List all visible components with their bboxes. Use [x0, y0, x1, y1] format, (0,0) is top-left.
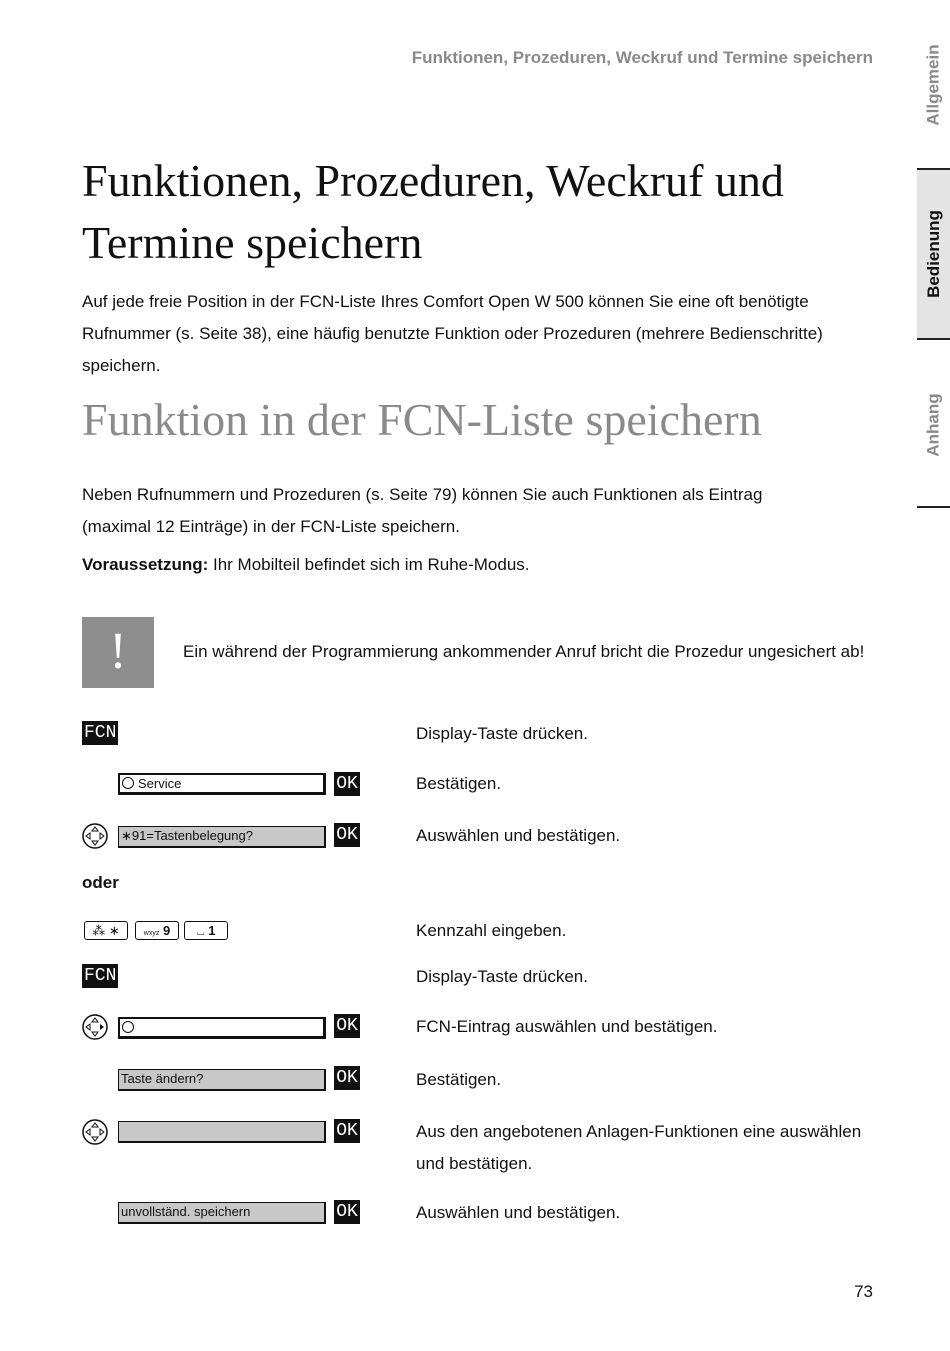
fcn-key[interactable]: FCN — [84, 966, 117, 986]
step-4-desc: Kennzahl eingeben. — [416, 921, 567, 940]
or-label: oder — [82, 873, 119, 892]
display-service-text: Service — [138, 776, 182, 791]
key-9-letters: wxyz — [143, 930, 160, 937]
star-key[interactable]: ⁂ ∗ — [84, 921, 128, 940]
tab-bedienung[interactable] — [917, 168, 950, 340]
step-1-desc: Display-Taste drücken. — [416, 724, 588, 743]
tab-allgemein[interactable] — [917, 30, 950, 140]
ok-key[interactable]: OK — [334, 1066, 360, 1090]
navigation-key-icon[interactable] — [82, 1119, 108, 1145]
intro-paragraph: Auf jede freie Position in der FCN-Liste Ihres Comfort Open W 500 können Sie eine oft benötigte Rufnummer (s. Seite 38), eine häufig benutzte Funktion oder Prozeduren (mehrere Bedienschritte) speichern. — [82, 292, 823, 375]
navigation-key-icon[interactable] — [82, 1014, 108, 1040]
key-9[interactable] — [135, 921, 179, 940]
step-7-desc: Bestätigen. — [416, 1070, 502, 1089]
tab-bedienung-label: Bedienung — [923, 210, 943, 298]
empty-circle-icon — [122, 1021, 134, 1033]
tab-anhang-label: Anhang — [923, 393, 943, 457]
empty-circle-icon — [122, 777, 134, 789]
fcn-key[interactable]: FCN — [84, 723, 117, 743]
display-service — [118, 773, 326, 795]
prerequisite — [82, 549, 862, 581]
key-1-digit: 1 — [208, 923, 216, 938]
page-title-line1: Funktionen, Prozeduren, Weckruf und — [82, 155, 784, 206]
prerequisite-label: Voraussetzung: — [82, 555, 209, 574]
step-6-desc: FCN-Eintrag auswählen und bestätigen. — [416, 1017, 718, 1036]
navigation-key-icon[interactable] — [82, 823, 108, 849]
display-function-list — [118, 1121, 326, 1143]
tab-anhang[interactable] — [917, 345, 950, 505]
display-unvollstaendig: unvollständ. speichern — [118, 1202, 326, 1224]
step-9-desc: Auswählen und bestätigen. — [416, 1203, 621, 1222]
key-1[interactable] — [184, 921, 228, 940]
step-5-desc: Display-Taste drücken. — [416, 967, 588, 986]
display-tastenbelegung: ∗91=Tastenbelegung? — [118, 826, 326, 848]
prerequisite-text: Ihr Mobilteil befindet sich im Ruhe-Modus. — [208, 555, 530, 574]
page-number: 73 — [854, 1282, 873, 1301]
warning-icon: ! — [82, 617, 154, 688]
step-2-desc: Bestätigen. — [416, 774, 502, 793]
tab-allgemein-label: Allgemein — [923, 44, 943, 126]
ok-key[interactable]: OK — [334, 772, 360, 796]
page-title-line2: Termine speichern — [82, 217, 423, 268]
ok-key[interactable]: OK — [334, 1014, 360, 1038]
ok-key[interactable]: OK — [334, 1200, 360, 1224]
section-paragraph: Neben Rufnummern und Prozeduren (s. Seite 79) können Sie auch Funktionen als Eintrag (maximal 12 Einträge) in der FCN-Liste speichern. — [82, 485, 763, 536]
ok-key[interactable]: OK — [334, 1119, 360, 1143]
section-title: Funktion in der FCN-Liste speichern — [82, 394, 762, 445]
tab-divider — [917, 506, 950, 508]
step-3-desc: Auswählen und bestätigen. — [416, 826, 621, 845]
running-header: Funktionen, Prozeduren, Weckruf und Termine speichern — [411, 48, 873, 67]
step-8-desc: Aus den angebotenen Anlagen-Funktionen eine auswählen und bestätigen. — [416, 1122, 862, 1173]
warning-text: Ein während der Programmierung ankommender Anruf bricht die Prozedur ungesichert ab! — [183, 642, 865, 661]
display-empty-entry — [118, 1017, 326, 1039]
display-taste-aendern: Taste ändern? — [118, 1069, 326, 1091]
key-9-digit: 9 — [162, 923, 171, 938]
voicemail-icon: ⌴ — [196, 927, 205, 938]
ok-key[interactable]: OK — [334, 823, 360, 847]
page-title — [82, 150, 882, 274]
